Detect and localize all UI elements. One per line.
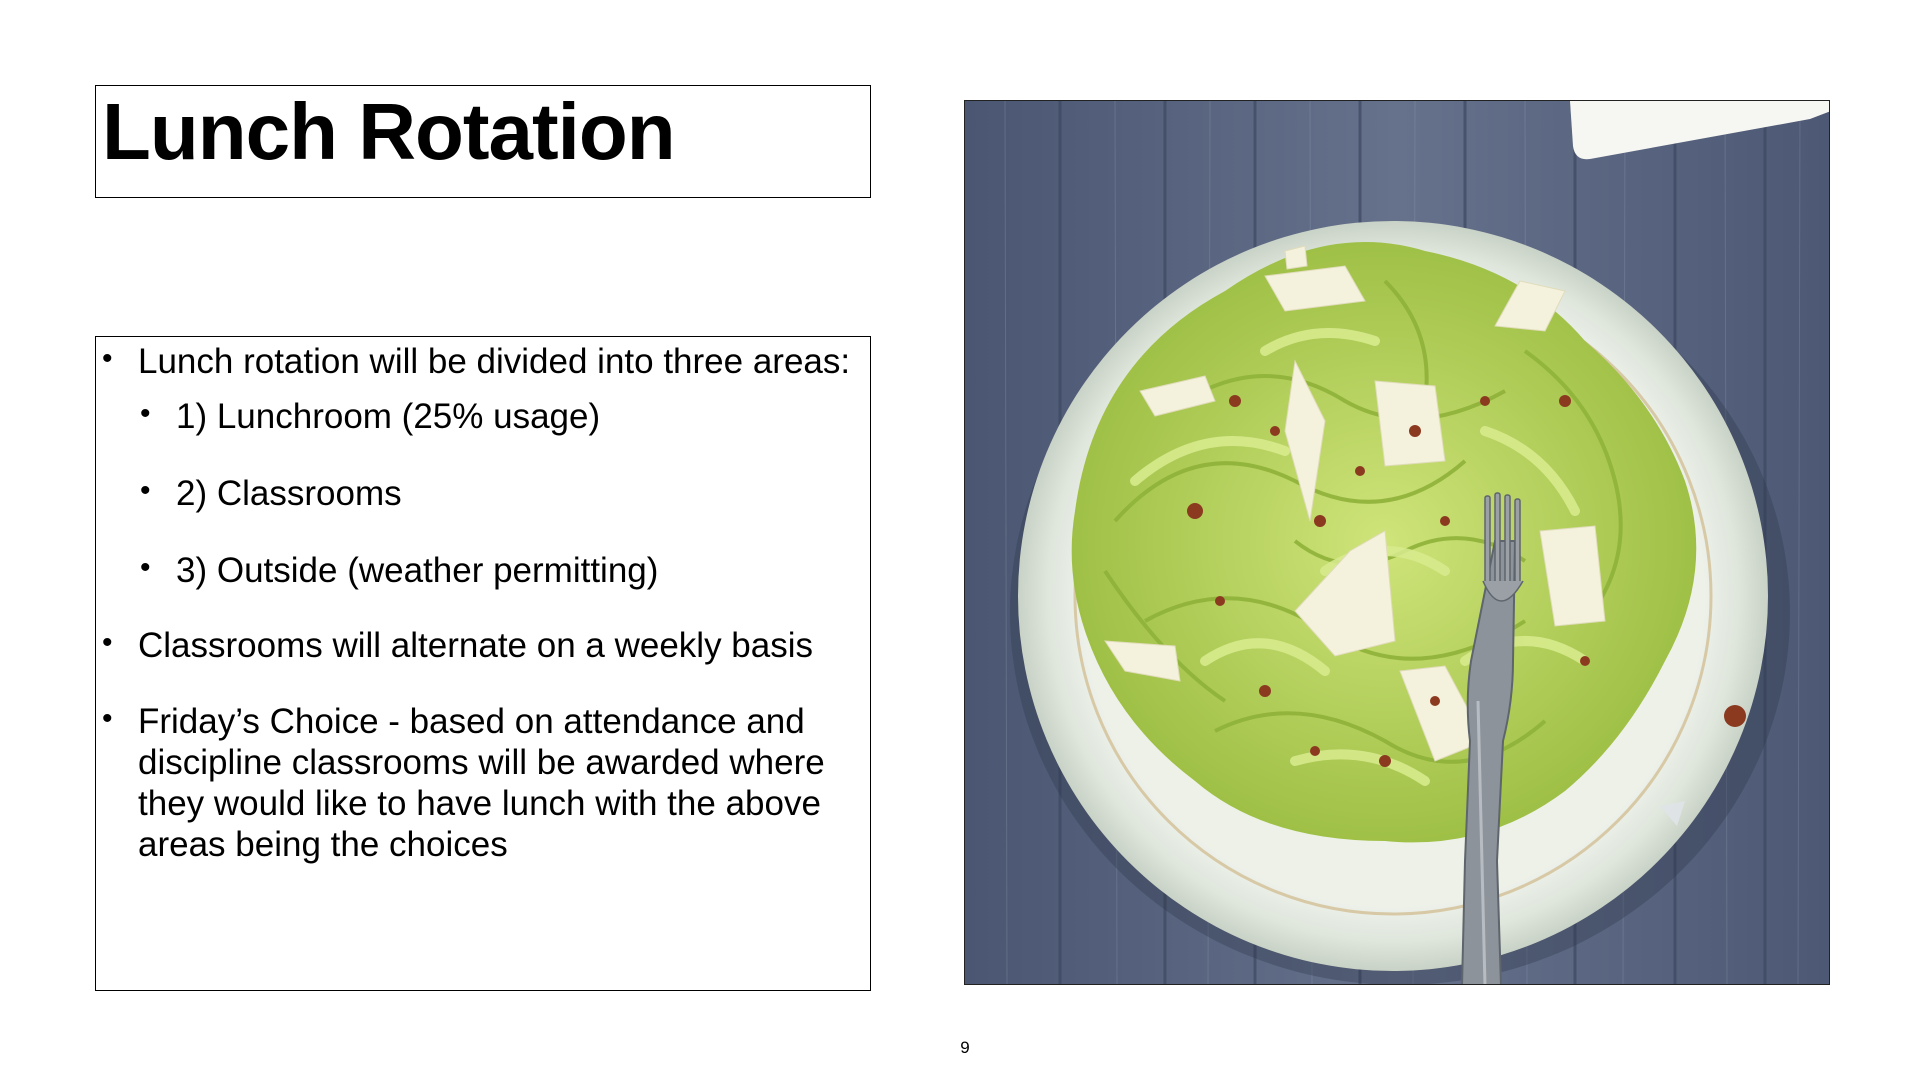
bullet-list <box>96 341 871 865</box>
bullet-text: 3) Outside (weather permitting) <box>176 551 659 590</box>
bullet-text: Lunch rotation will be divided into three areas: <box>138 342 851 381</box>
slide-title: Lunch Rotation <box>102 87 675 176</box>
sub-bullet-item <box>96 473 871 514</box>
bullet-text: Classrooms will alternate on a weekly basis <box>138 626 813 665</box>
content-placeholder <box>95 336 871 991</box>
bullet-item <box>96 341 871 382</box>
bullet-text: Friday’s Choice - based on attendance and discipline classrooms will be awarded where they would like to have lunch with the above areas being the choices <box>138 702 825 864</box>
bullet-item <box>96 701 871 865</box>
sub-bullet-item <box>96 396 871 437</box>
page-number: 9 <box>960 1038 970 1057</box>
bullet-dot-icon: • <box>102 342 113 375</box>
bullet-text: 2) Classrooms <box>176 474 402 513</box>
bullet-item <box>96 625 871 666</box>
bullet-dot-icon: • <box>140 551 151 584</box>
bullet-dot-icon: • <box>140 474 151 507</box>
pasta-bowl-photo <box>964 100 1830 985</box>
bullet-dot-icon: • <box>102 626 113 659</box>
bullet-dot-icon: • <box>140 397 151 430</box>
title-placeholder <box>95 85 871 198</box>
sub-bullet-item <box>96 550 871 591</box>
bullet-dot-icon: • <box>102 702 113 735</box>
bullet-text: 1) Lunchroom (25% usage) <box>176 397 601 436</box>
pasta-bowl-illustration <box>965 101 1830 985</box>
